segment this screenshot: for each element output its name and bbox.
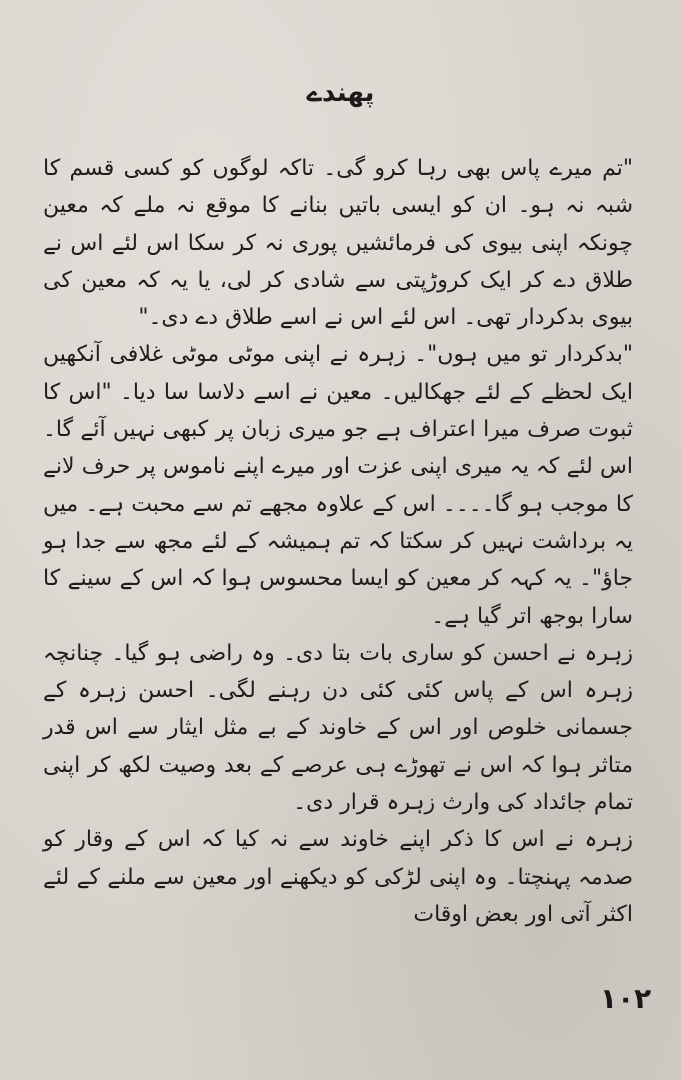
paragraph: "تم میرے پاس بھی رہا کرو گی۔ تاکہ لوگوں کو کسی قسم کا شبہ نہ ہو۔ ان کو ایسی باتیں بنانے کا موقع نہ ملے کہ معین چونکہ اپنی بیوی کی فرمائشیں پوری نہ کر سکا اس لئے اس نے طلاق دے کر ایک کروڑپتی سے شادی کر لی، یا یہ کہ معین کی بیوی بدکردار تھی۔ اس لئے اس نے اسے طلاق دے دی۔" <box>43 156 633 331</box>
paragraph: "بدکردار تو میں ہوں"۔ زہرہ نے اپنی موٹی موٹی غلافی آنکھیں ایک لحظے کے لئے جھکالیں۔ معین نے اسے دلاسا سا دیا۔ "اس کا ثبوت صرف میرا اعتراف ہے جو میری زبان پر کبھی نہیں آئے گا۔ اس لئے کہ یہ میری اپنی عزت اور میرے اپنے ناموس پر حرف لانے کا موجب ہو گا۔۔۔۔ اس کے علاوہ مجھے تم سے محبت ہے۔ میں یہ برداشت نہیں کر سکتا کہ تم ہمیشہ کے لئے مجھ سے جدا ہو جاؤ"۔ یہ کہہ کر معین کو ایسا محسوس ہوا کہ اس کے سینے کا سارا بوجھ اتر گیا ہے۔ <box>43 342 633 629</box>
paragraph: زہرہ نے اس کا ذکر اپنے خاوند سے نہ کیا کہ اس کے وقار کو صدمہ پہنچتا۔ وہ اپنی لڑکی کو دیکھنے اور معین سے ملنے کے لئے اکثر آتی اور بعض اوقات <box>43 827 633 927</box>
page-header: پھندے <box>306 78 375 108</box>
page-number: ۱۰۲ <box>600 982 652 1015</box>
page-body <box>43 150 633 933</box>
paragraph: زہرہ نے احسن کو ساری بات بتا دی۔ وہ راضی ہو گیا۔ چنانچہ زہرہ اس کے پاس کئی کئی دن رہنے لگی۔ احسن زہرہ کے جسمانی خلوص اور اس کے خاوند کے بے مثل ایثار سے اس قدر متاثر ہوا کہ اس نے تھوڑے ہی عرصے کے بعد وصیت لکھ کر اپنی تمام جائداد کی وارث زہرہ قرار دی۔ <box>43 640 633 816</box>
